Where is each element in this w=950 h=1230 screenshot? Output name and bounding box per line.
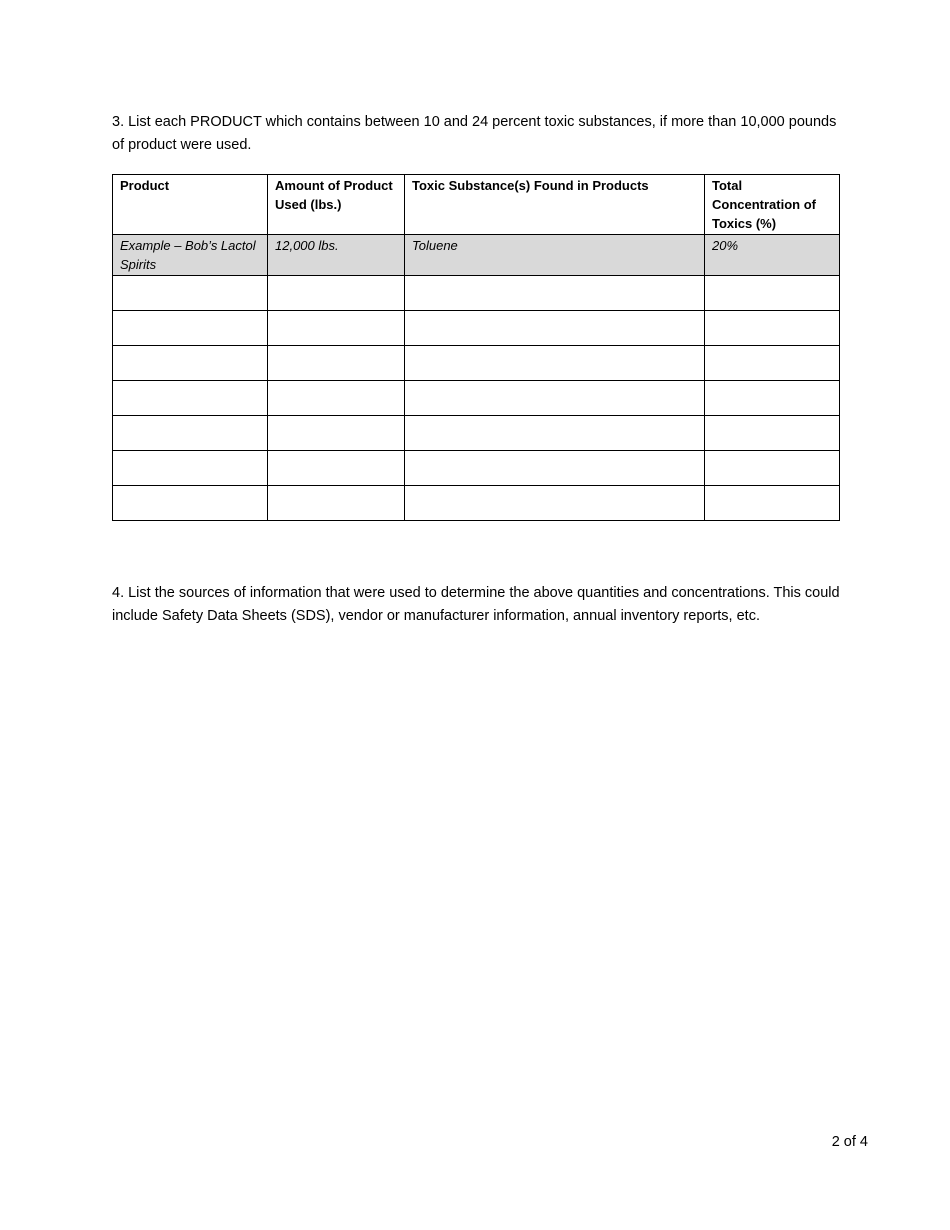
product-cell[interactable] [113, 276, 268, 311]
amount-cell[interactable] [268, 416, 405, 451]
table-row [113, 486, 840, 521]
substance-cell[interactable] [405, 311, 705, 346]
substance-cell[interactable] [405, 486, 705, 521]
concentration-cell[interactable] [705, 311, 840, 346]
example-concentration-cell: 20% [705, 235, 840, 276]
product-cell[interactable] [113, 346, 268, 381]
substance-cell[interactable] [405, 451, 705, 486]
product-cell[interactable] [113, 381, 268, 416]
table-row [113, 451, 840, 486]
amount-cell[interactable] [268, 486, 405, 521]
concentration-cell[interactable] [705, 416, 840, 451]
product-cell[interactable] [113, 311, 268, 346]
table-row [113, 381, 840, 416]
table-row [113, 276, 840, 311]
table-row [113, 346, 840, 381]
product-cell[interactable] [113, 416, 268, 451]
header-product: Product [113, 175, 268, 235]
concentration-cell[interactable] [705, 451, 840, 486]
question-3-text: 3. List each PRODUCT which contains between 10 and 24 percent toxic substances, if more than 10,000 pounds of product were used. [112, 114, 837, 153]
concentration-cell[interactable] [705, 276, 840, 311]
header-total-concentration: Total Concentration of Toxics (%) [705, 175, 840, 235]
amount-cell[interactable] [268, 276, 405, 311]
table-header-row [113, 175, 840, 235]
example-row [113, 235, 840, 276]
product-cell[interactable] [113, 451, 268, 486]
page-number: 2 of 4 [831, 1134, 868, 1150]
amount-cell[interactable] [268, 451, 405, 486]
product-toxics-table [112, 174, 840, 521]
amount-cell[interactable] [268, 381, 405, 416]
amount-cell[interactable] [268, 311, 405, 346]
concentration-cell[interactable] [705, 346, 840, 381]
product-cell[interactable] [113, 486, 268, 521]
substance-cell[interactable] [405, 276, 705, 311]
table-row [113, 311, 840, 346]
example-amount-cell: 12,000 lbs. [268, 235, 405, 276]
table-row [113, 416, 840, 451]
substance-cell[interactable] [405, 381, 705, 416]
substance-cell[interactable] [405, 346, 705, 381]
substance-cell[interactable] [405, 416, 705, 451]
question-4-text: 4. List the sources of information that were used to determine the above quantities and concentrations. This could include Safety Data Sheets (SDS), vendor or manufacturer information, annual inventory reports, etc. [112, 585, 840, 624]
header-toxic-substances: Toxic Substance(s) Found in Products [405, 175, 705, 235]
example-substance-cell: Toluene [405, 235, 705, 276]
amount-cell[interactable] [268, 346, 405, 381]
example-product-cell: Example – Bob’s Lactol Spirits [113, 235, 268, 276]
concentration-cell[interactable] [705, 486, 840, 521]
concentration-cell[interactable] [705, 381, 840, 416]
header-amount-used: Amount of Product Used (lbs.) [268, 175, 405, 235]
